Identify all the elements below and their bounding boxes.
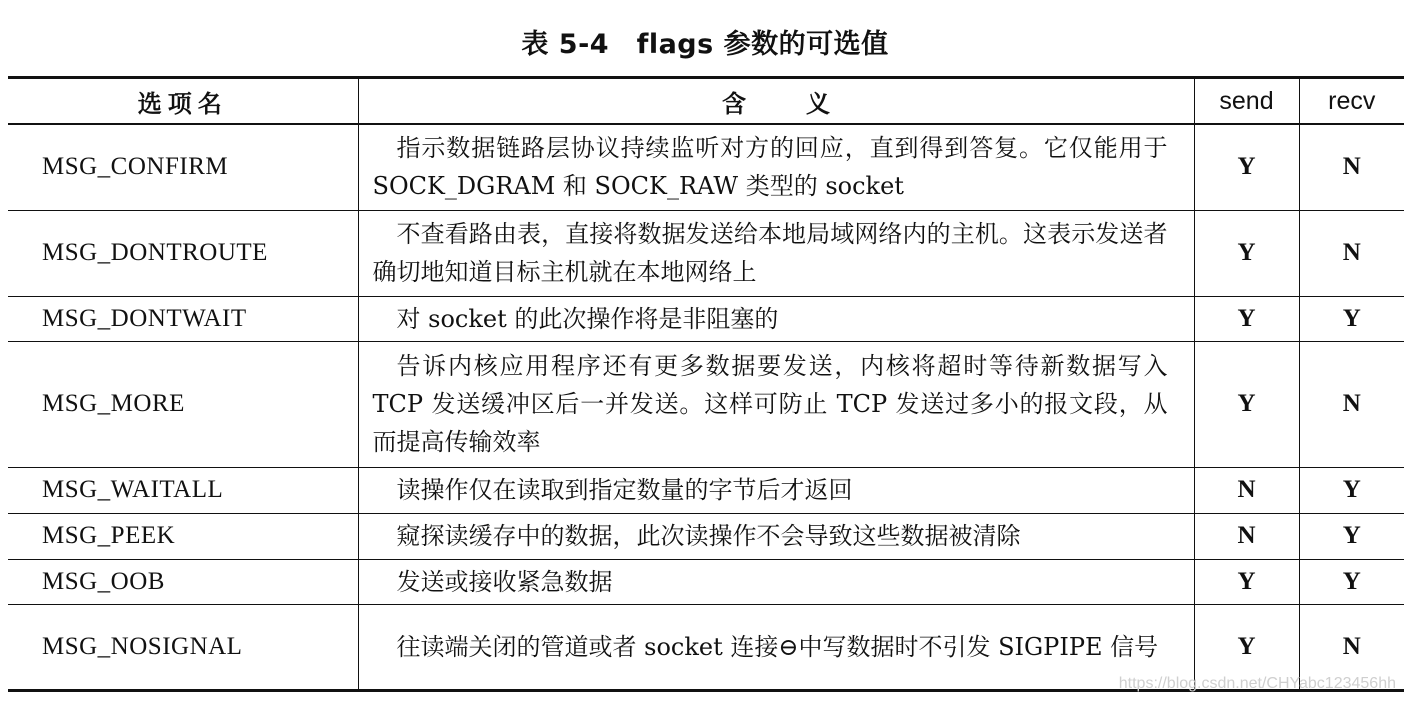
header-option-name: 选项名: [8, 78, 358, 125]
option-name: MSG_OOB: [8, 559, 358, 604]
table-row: [8, 559, 1404, 604]
recv-flag: Y: [1299, 296, 1404, 341]
table-row: [8, 210, 1404, 296]
send-flag: Y: [1194, 124, 1299, 210]
send-flag: Y: [1194, 559, 1299, 604]
option-name: MSG_NOSIGNAL: [8, 604, 358, 690]
header-send: send: [1194, 78, 1299, 125]
table-caption: 表 5-4 flags 参数的可选值: [521, 29, 889, 60]
table-row: [8, 124, 1404, 210]
recv-flag: Y: [1299, 559, 1404, 604]
recv-flag: N: [1299, 210, 1404, 296]
option-meaning: 窥探读缓存中的数据，此次读操作不会导致这些数据被清除: [358, 513, 1194, 559]
flags-table: [8, 76, 1404, 692]
option-meaning: 读操作仅在读取到指定数量的字节后才返回: [358, 467, 1194, 513]
send-flag: N: [1194, 467, 1299, 513]
header-meaning: 含义: [358, 78, 1194, 125]
watermark: https://blog.csdn.net/CHYabc123456hh: [1118, 675, 1396, 692]
header-row: [8, 78, 1404, 125]
option-meaning: 对 socket 的此次操作将是非阻塞的: [358, 296, 1194, 341]
option-name: MSG_MORE: [8, 341, 358, 467]
option-meaning: 发送或接收紧急数据: [358, 559, 1194, 604]
send-flag: Y: [1194, 341, 1299, 467]
option-meaning: 不查看路由表，直接将数据发送给本地局域网络内的主机。这表示发送者确切地知道目标主机就在本地网络上: [358, 210, 1194, 296]
option-name: MSG_CONFIRM: [8, 124, 358, 210]
option-meaning: 指示数据链路层协议持续监听对方的回应，直到得到答复。它仅能用于 SOCK_DGRAM 和 SOCK_RAW 类型的 socket: [358, 124, 1194, 210]
send-flag: Y: [1194, 210, 1299, 296]
send-flag: Y: [1194, 296, 1299, 341]
recv-flag: N: [1299, 124, 1404, 210]
recv-flag: N: [1299, 604, 1404, 690]
table-row: [8, 296, 1404, 341]
option-name: MSG_DONTWAIT: [8, 296, 358, 341]
option-name: MSG_DONTROUTE: [8, 210, 358, 296]
send-flag: Y: [1194, 604, 1299, 690]
table-row: [8, 341, 1404, 467]
recv-flag: Y: [1299, 467, 1404, 513]
header-recv: recv: [1299, 78, 1404, 125]
option-name: MSG_WAITALL: [8, 467, 358, 513]
recv-flag: Y: [1299, 513, 1404, 559]
option-meaning: 告诉内核应用程序还有更多数据要发送，内核将超时等待新数据写入 TCP 发送缓冲区后一并发送。这样可防止 TCP 发送过多小的报文段，从而提高传输效率: [358, 341, 1194, 467]
option-meaning: 往读端关闭的管道或者 socket 连接⊖中写数据时不引发 SIGPIPE 信号: [358, 604, 1194, 690]
option-name: MSG_PEEK: [8, 513, 358, 559]
recv-flag: N: [1299, 341, 1404, 467]
send-flag: N: [1194, 513, 1299, 559]
table-row: [8, 467, 1404, 513]
table-row: [8, 513, 1404, 559]
